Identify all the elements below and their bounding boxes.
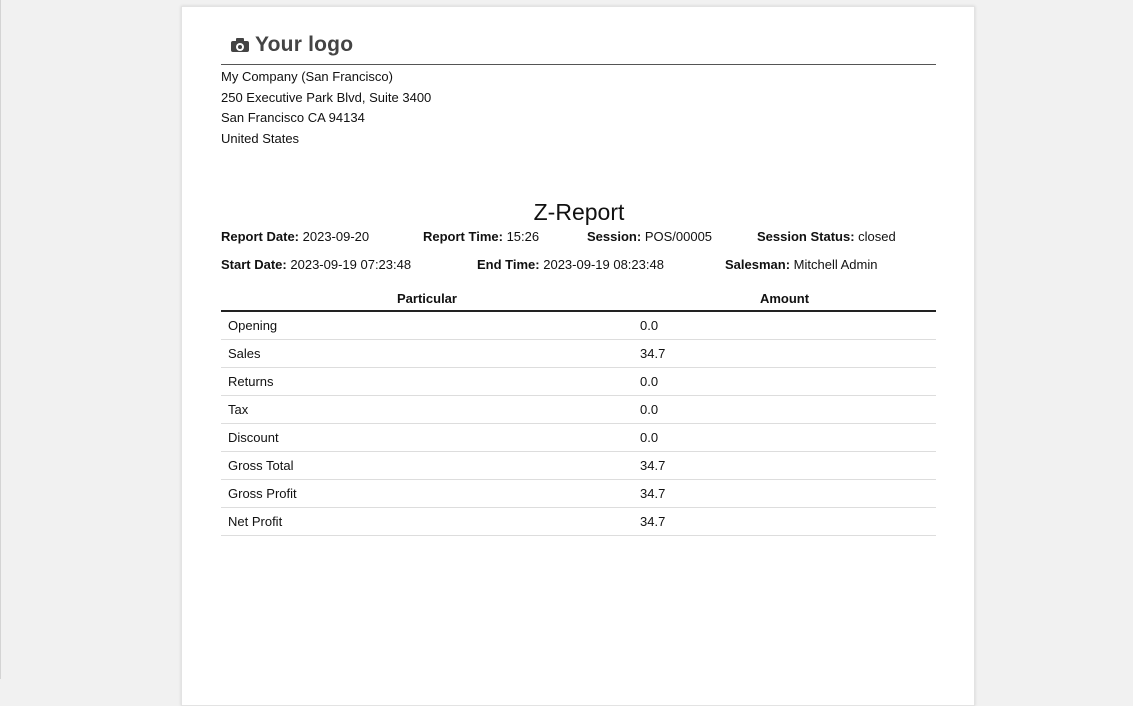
report-time — [423, 229, 539, 244]
camera-icon — [231, 38, 249, 52]
salesman — [725, 257, 877, 272]
session-value: POS/00005 — [644, 229, 713, 244]
column-header-amount: Amount — [633, 286, 936, 311]
table-row — [221, 452, 936, 480]
amount-cell: 34.7 — [633, 452, 936, 480]
logo-text: Your logo — [255, 33, 354, 56]
report-page — [181, 6, 975, 706]
particular-cell: Discount — [221, 424, 633, 452]
session-status — [757, 229, 896, 244]
report-table — [221, 286, 936, 536]
table-row — [221, 311, 936, 340]
report-time-value: 15:26 — [506, 229, 540, 244]
session — [587, 229, 712, 244]
session-status-label: Session Status: — [757, 229, 855, 244]
amount-cell: 0.0 — [633, 424, 936, 452]
amount-cell: 34.7 — [633, 340, 936, 368]
start-date-value: 2023-09-19 07:23:48 — [290, 257, 412, 272]
company-city: San Francisco CA 94134 — [221, 110, 365, 125]
report-time-label: Report Time: — [423, 229, 503, 244]
company-name: My Company (San Francisco) — [221, 69, 393, 84]
amount-cell: 34.7 — [633, 508, 936, 536]
amount-cell: 0.0 — [633, 368, 936, 396]
table-row — [221, 368, 936, 396]
amount-cell: 34.7 — [633, 480, 936, 508]
table-header-row — [221, 286, 936, 311]
amount-cell: 0.0 — [633, 311, 936, 340]
particular-cell: Gross Total — [221, 452, 633, 480]
salesman-label: Salesman: — [725, 257, 791, 272]
report-header — [221, 29, 936, 65]
particular-cell: Tax — [221, 396, 633, 424]
company-country: United States — [221, 130, 300, 146]
start-date — [221, 257, 411, 272]
table-row — [221, 480, 936, 508]
table-row — [221, 424, 936, 452]
report-date-label: Report Date: — [221, 229, 300, 244]
table-row — [221, 340, 936, 368]
amount-cell: 0.0 — [633, 396, 936, 424]
particular-cell: Net Profit — [221, 508, 633, 536]
end-time — [477, 257, 664, 272]
report-title: Z-Report — [533, 199, 625, 225]
end-time-value: 2023-09-19 08:23:48 — [543, 257, 664, 272]
particular-cell: Sales — [221, 340, 633, 368]
report-date-value: 2023-09-20 — [302, 229, 370, 244]
session-label: Session: — [587, 229, 642, 244]
salesman-value: Mitchell Admin — [793, 257, 878, 272]
table-row — [221, 508, 936, 536]
company-logo — [231, 33, 353, 57]
report-date — [221, 229, 369, 244]
table-row — [221, 396, 936, 424]
particular-cell: Returns — [221, 368, 633, 396]
company-street: 250 Executive Park Blvd, Suite 3400 — [221, 89, 432, 105]
particular-cell: Opening — [221, 311, 633, 340]
end-time-label: End Time: — [477, 257, 540, 272]
column-header-particular: Particular — [221, 286, 633, 311]
start-date-label: Start Date: — [221, 257, 287, 272]
session-status-value: closed — [858, 229, 896, 244]
company-address — [221, 67, 431, 149]
particular-cell: Gross Profit — [221, 480, 633, 508]
